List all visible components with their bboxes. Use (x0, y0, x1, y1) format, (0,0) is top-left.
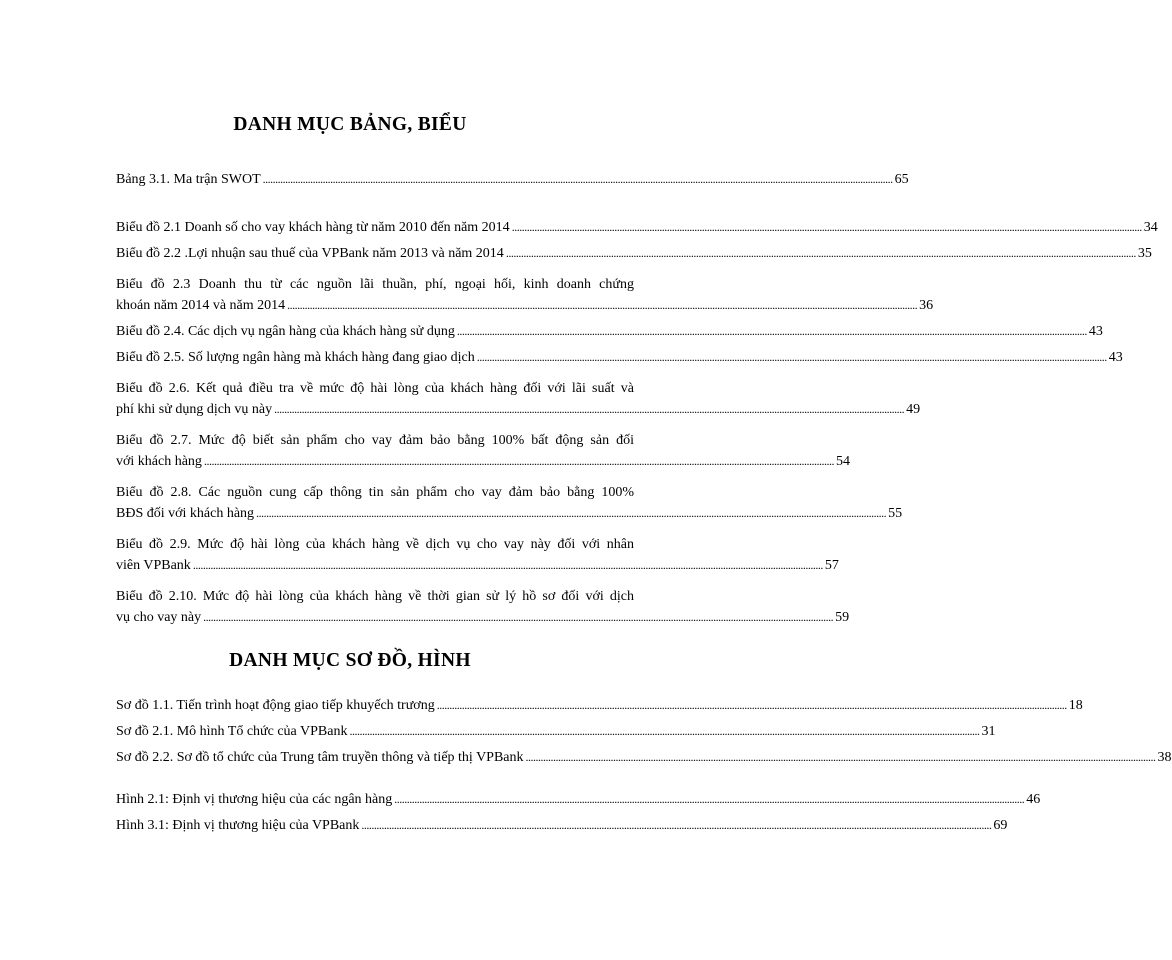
toc-entry-title: Sơ đồ 2.1. Mô hình Tổ chức của VPBank (116, 724, 348, 739)
toc-entry-title: Biểu đồ 2.1 Doanh số cho vay khách hàng từ năm 2010 đến năm 2014 (116, 220, 510, 235)
toc-entry-title: Biểu đồ 2.8. Các nguồn cung cấp thông tin sản phẩm cho vay đảm bảo bằng 100% (116, 485, 634, 500)
toc-entry (116, 584, 850, 636)
toc-entry-title: Biểu đồ 2.9. Mức độ hài lòng của khách hàng về dịch vụ cho vay này đối với nhân (116, 537, 634, 552)
toc-entry-title: Biểu đồ 2.7. Mức độ biết sản phẩm cho vay đảm bảo bằng 100% bất động sản đối (116, 433, 634, 448)
toc-entry-title: Biểu đồ 2.3 Doanh thu từ các nguồn lãi thuần, phí, ngoại hối, kinh doanh chứng (116, 277, 634, 292)
toc-entry (116, 220, 1158, 246)
toc-leader-dots: ............................................................................................................................................................................................................................................................ (511, 220, 1142, 234)
heading-diagrams-figures: DANH MỤC SƠ ĐỒ, HÌNH (229, 650, 471, 671)
toc-entry (116, 750, 1172, 776)
toc-entry-line2 (116, 610, 850, 636)
toc-leader-dots: ............................................................................................................................................................................................................................................................ (436, 698, 1067, 712)
toc-entry-title: Biểu đồ 2.6. Kết quả điều tra về mức độ hài lòng của khách hàng đối với lãi suất và (116, 381, 634, 396)
toc-entry (116, 818, 1008, 844)
toc-leader-dots: ............................................................................................................................................................................................................................................................ (203, 454, 834, 468)
toc-entry-title-continued: với khách hàng (116, 454, 202, 469)
figures-list (116, 792, 1041, 844)
toc-entry (116, 698, 1083, 724)
toc-entry-page: 65 (894, 172, 909, 187)
toc-leader-dots: ............................................................................................................................................................................................................................................................ (262, 172, 893, 186)
toc-entry-page: 69 (993, 818, 1008, 833)
toc-entry (116, 350, 1123, 376)
toc-entry (116, 480, 903, 532)
toc-entry-line2 (116, 298, 934, 324)
toc-leader-dots: ............................................................................................................................................................................................................................................................ (349, 724, 980, 738)
toc-entry-title-continued: BĐS đối với khách hàng (116, 506, 255, 521)
toc-leader-dots: ............................................................................................................................................................................................................................................................ (505, 246, 1136, 260)
toc-entry-page: 18 (1068, 698, 1083, 713)
toc-entry-title: Biểu đồ 2.4. Các dịch vụ ngân hàng của khách hàng sử dụng (116, 324, 455, 339)
toc-leader-dots: ............................................................................................................................................................................................................................................................ (361, 818, 992, 832)
toc-entry-line2 (116, 402, 921, 428)
toc-entry-page: 43 (1088, 324, 1103, 339)
toc-entry-page: 59 (835, 610, 850, 625)
toc-leader-dots: ............................................................................................................................................................................................................................................................ (394, 792, 1025, 806)
toc-entry-title-continued: vụ cho vay này (116, 610, 202, 625)
toc-entry-title: Hình 2.1: Định vị thương hiệu của các ngân hàng (116, 792, 393, 807)
toc-entry (116, 428, 850, 480)
toc-leader-dots: ............................................................................................................................................................................................................................................................ (476, 350, 1107, 364)
diagrams-list (116, 698, 1172, 776)
toc-entry-title: Bảng 3.1. Ma trận SWOT (116, 172, 261, 187)
toc-entry (116, 724, 996, 750)
toc-entry-title-continued: phí khi sử dụng dịch vụ này (116, 402, 273, 417)
toc-entry (116, 272, 934, 324)
toc-entry-page: 55 (888, 506, 903, 521)
toc-entry-title: Biểu đồ 2.10. Mức độ hài lòng của khách hàng về thời gian sử lý hồ sơ đối với dịch (116, 589, 634, 604)
toc-entry-page: 46 (1026, 792, 1041, 807)
toc-entry-line2 (116, 558, 839, 584)
toc-entry-title-continued: khoán năm 2014 và năm 2014 (116, 298, 286, 313)
toc-entry-page: 57 (824, 558, 839, 573)
toc-entry-page: 54 (835, 454, 850, 469)
toc-entry-line2 (116, 506, 903, 532)
toc-leader-dots: ............................................................................................................................................................................................................................................................ (256, 506, 887, 520)
toc-entry (116, 792, 1041, 818)
toc-leader-dots: ............................................................................................................................................................................................................................................................ (456, 324, 1087, 338)
toc-entry-title: Biểu đồ 2.5. Số lượng ngân hàng mà khách hàng đang giao dịch (116, 350, 475, 365)
toc-leader-dots: ............................................................................................................................................................................................................................................................ (192, 558, 823, 572)
toc-leader-dots: ............................................................................................................................................................................................................................................................ (525, 750, 1156, 764)
toc-entry-page: 49 (906, 402, 921, 417)
toc-entry-page: 31 (981, 724, 996, 739)
toc-entry-title: Sơ đồ 1.1. Tiến trình hoạt động giao tiếp khuyếch trương (116, 698, 435, 713)
toc-entry-page: 36 (919, 298, 934, 313)
toc-entry-line2 (116, 454, 850, 480)
toc-entry (116, 532, 839, 584)
toc-entry (116, 172, 909, 198)
toc-entry-title: Sơ đồ 2.2. Sơ đồ tổ chức của Trung tâm truyền thông và tiếp thị VPBank (116, 750, 524, 765)
toc-entry-page: 35 (1137, 246, 1152, 261)
toc-entry-page: 34 (1143, 220, 1158, 235)
toc-entry-title: Biểu đồ 2.2 .Lợi nhuận sau thuế của VPBank năm 2013 và năm 2014 (116, 246, 504, 261)
heading-tables-charts: DANH MỤC BẢNG, BIỂU (233, 114, 467, 135)
charts-list (116, 220, 1158, 636)
tables-list (116, 172, 909, 198)
toc-leader-dots: ............................................................................................................................................................................................................................................................ (203, 610, 834, 624)
toc-entry-page: 43 (1108, 350, 1123, 365)
toc-entry-title-continued: viên VPBank (116, 558, 191, 573)
toc-leader-dots: ............................................................................................................................................................................................................................................................ (274, 402, 905, 416)
toc-entry (116, 324, 1103, 350)
toc-entry (116, 376, 921, 428)
toc-leader-dots: ............................................................................................................................................................................................................................................................ (287, 298, 918, 312)
toc-entry-title: Hình 3.1: Định vị thương hiệu của VPBank (116, 818, 360, 833)
toc-entry (116, 246, 1152, 272)
toc-entry-page: 38 (1157, 750, 1172, 765)
